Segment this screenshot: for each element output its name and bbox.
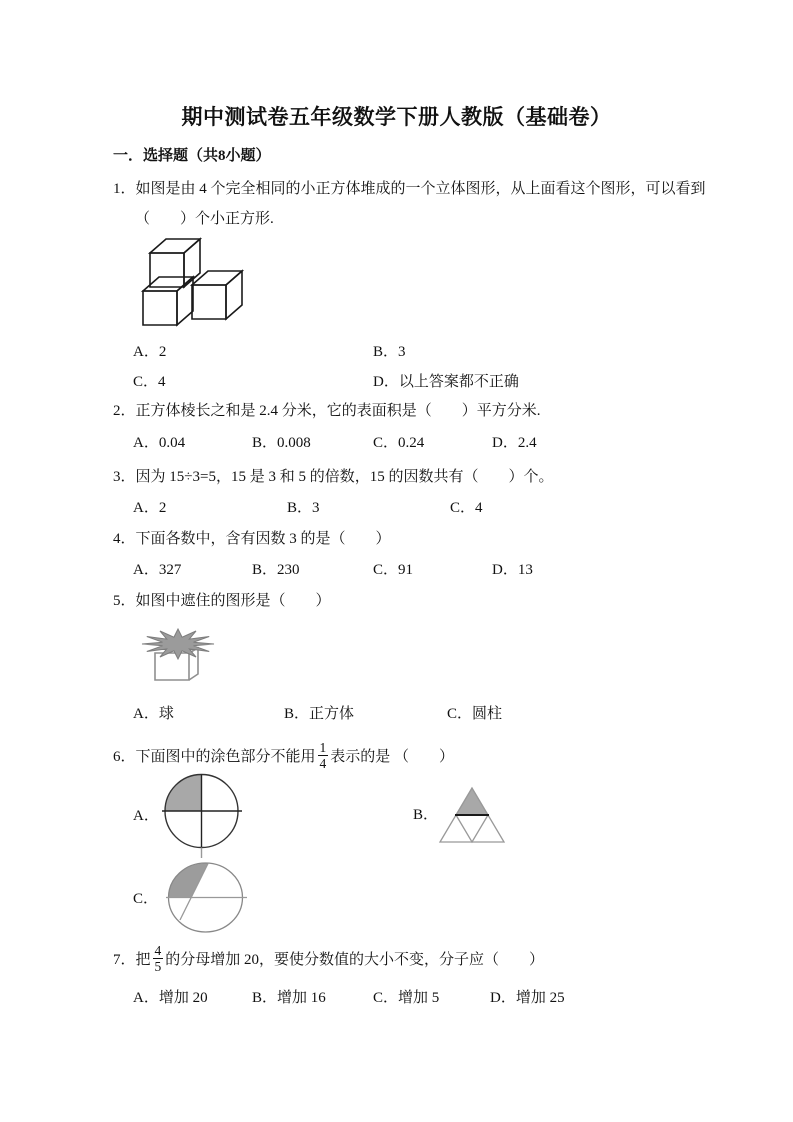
option-c: C．91 — [373, 562, 414, 578]
option-a: A．2 — [133, 500, 167, 516]
cube-face — [177, 277, 193, 325]
circle-quarters-figure-a — [160, 772, 244, 860]
shaded-wedge — [169, 863, 209, 897]
cube-face — [143, 291, 177, 325]
question-6-text — [113, 735, 454, 775]
starburst-shape — [142, 629, 214, 659]
option-c: C．4 — [450, 500, 483, 516]
cube-face — [150, 253, 184, 287]
option-d: D．以上答案都不正确 — [373, 374, 519, 390]
question-7-text-after: 的分母增加 20，要使分数值的大小不变，分子应（ ） — [165, 951, 545, 968]
option-a: A．0.04 — [133, 435, 186, 451]
figure-label-b: B． — [413, 807, 439, 823]
question-4-text: 4．下面各数中，含有因数 3 的是（ ） — [113, 531, 391, 547]
fraction-numerator: 4 — [154, 942, 162, 958]
shaded-top-triangle — [456, 788, 488, 815]
cube-face — [226, 271, 242, 319]
triangle-quarters-figure-b — [438, 786, 508, 844]
option-d: D．2.4 — [492, 435, 537, 451]
question-7-text — [113, 938, 544, 978]
option-c: C．增加 5 — [373, 990, 440, 1006]
question-1-line-1: 1．如图是由 4 个完全相同的小正方体堆成的一个立体图形，从上面看这个图形，可以看到 — [113, 181, 706, 197]
option-d: D．13 — [492, 562, 533, 578]
cube-stack-figure — [140, 233, 250, 328]
fraction-denominator: 5 — [154, 958, 162, 974]
question-2-text: 2．正方体棱长之和是 2.4 分米，它的表面积是（ ）平方分米. — [113, 403, 541, 419]
fraction-four-fifths — [153, 943, 164, 974]
question-6-text-after: 表示的是 （ ） — [330, 748, 455, 765]
option-c: C．4 — [133, 374, 166, 390]
question-1-line-2: （ ）个小正方形. — [135, 211, 274, 227]
option-b: B．0.008 — [252, 435, 311, 451]
option-b: B．增加 16 — [252, 990, 326, 1006]
option-d: D．增加 25 — [490, 990, 565, 1006]
option-b: B．230 — [252, 562, 300, 578]
starburst-covered-box-figure — [138, 622, 216, 684]
option-b: B．3 — [373, 344, 406, 360]
cube-face — [192, 285, 226, 319]
option-b: B．3 — [287, 500, 320, 516]
section-heading: 一．选择题（共8小题） — [113, 148, 271, 164]
inner-inverted-triangle — [456, 815, 488, 842]
question-5-text: 5．如图中遮住的图形是（ ） — [113, 593, 331, 609]
circle-wedge-figure-c — [163, 860, 249, 936]
question-3-text: 3．因为 15÷3=5，15 是 3 和 5 的倍数，15 的因数共有（ ）个。 — [113, 469, 554, 485]
option-a: A．2 — [133, 344, 167, 360]
fraction-one-quarter — [318, 740, 329, 771]
figure-label-a: A． — [133, 808, 159, 824]
option-a: A．327 — [133, 562, 182, 578]
page-title: 期中测试卷五年级数学下册人教版（基础卷） — [181, 105, 612, 129]
option-c: C．圆柱 — [447, 706, 503, 722]
option-c: C．0.24 — [373, 435, 425, 451]
figure-label-c: C． — [133, 891, 159, 907]
question-6-text-before: 6．下面图中的涂色部分不能用 — [113, 748, 316, 765]
option-b: B．正方体 — [284, 706, 355, 722]
question-7-text-before: 7．把 — [113, 951, 151, 968]
option-a: A．球 — [133, 706, 174, 722]
fraction-numerator: 1 — [319, 739, 327, 755]
fraction-denominator: 4 — [319, 755, 327, 771]
option-a: A．增加 20 — [133, 990, 208, 1006]
